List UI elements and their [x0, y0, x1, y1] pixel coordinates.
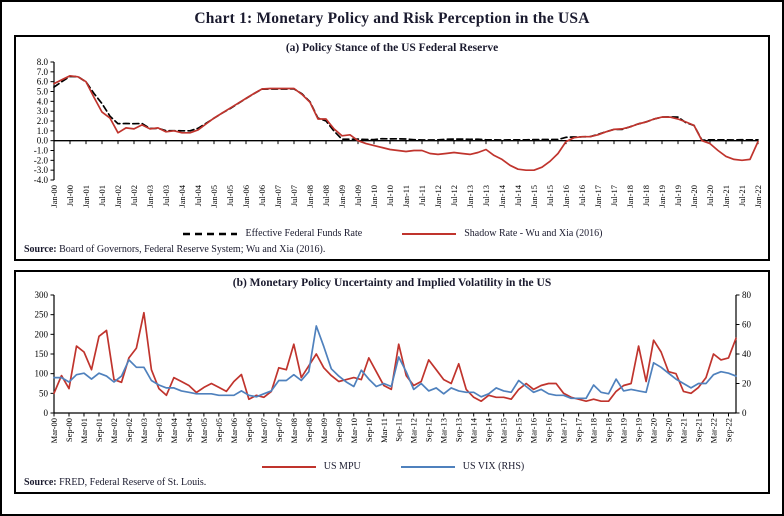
panel-a-legend — [18, 226, 766, 241]
svg-text:Mar-10: Mar-10 — [348, 418, 359, 444]
source-text: FRED, Federal Reserve of St. Louis. — [56, 477, 207, 488]
svg-text:Mar-05: Mar-05 — [198, 418, 209, 444]
svg-text:80: 80 — [742, 290, 751, 300]
svg-text:Jan-03: Jan-03 — [145, 185, 155, 208]
svg-text:Jul-02: Jul-02 — [129, 185, 139, 207]
svg-text:Jan-02: Jan-02 — [113, 185, 123, 208]
svg-text:Sep-19: Sep-19 — [633, 418, 644, 443]
svg-text:200: 200 — [34, 329, 48, 340]
svg-text:Jul-19: Jul-19 — [673, 185, 683, 207]
svg-text:Sep-07: Sep-07 — [273, 418, 284, 443]
svg-text:Sep-10: Sep-10 — [363, 418, 374, 443]
svg-text:Sep-01: Sep-01 — [94, 418, 104, 443]
svg-text:Jan-17: Jan-17 — [593, 185, 603, 208]
svg-text:Jul-13: Jul-13 — [481, 185, 491, 207]
svg-text:Sep-04: Sep-04 — [183, 418, 194, 443]
svg-text:Jan-22: Jan-22 — [753, 185, 763, 208]
svg-text:Jul-17: Jul-17 — [609, 185, 619, 207]
svg-text:0: 0 — [742, 408, 747, 418]
panel-a-title: (a) Policy Stance of the US Federal Reserve — [285, 42, 499, 54]
svg-text:Jul-00: Jul-00 — [65, 185, 75, 207]
svg-text:Jul-11: Jul-11 — [417, 185, 427, 206]
svg-text:60: 60 — [742, 319, 751, 330]
panel-b-legend — [18, 459, 766, 474]
svg-text:Jul-12: Jul-12 — [449, 185, 459, 207]
svg-text:Jul-20: Jul-20 — [705, 185, 715, 207]
svg-text:Sep-22: Sep-22 — [723, 418, 734, 443]
svg-text:Jan-18: Jan-18 — [625, 185, 635, 208]
svg-text:Jan-10: Jan-10 — [369, 185, 379, 208]
svg-text:Sep-15: Sep-15 — [513, 418, 524, 443]
svg-text:Sep-13: Sep-13 — [453, 418, 464, 443]
svg-text:Jan-15: Jan-15 — [529, 185, 539, 208]
red-line-sample — [400, 230, 458, 238]
svg-text:Mar-16: Mar-16 — [528, 418, 539, 444]
svg-text:Mar-13: Mar-13 — [438, 418, 449, 444]
svg-text:Sep-21: Sep-21 — [693, 418, 704, 443]
legend-label-effr: Effective Federal Funds Rate — [245, 228, 363, 239]
svg-text:Jan-01: Jan-01 — [81, 185, 91, 208]
svg-text:Sep-09: Sep-09 — [333, 418, 344, 443]
svg-text:Mar-09: Mar-09 — [318, 418, 329, 444]
svg-text:Sep-18: Sep-18 — [603, 418, 614, 443]
svg-text:150: 150 — [34, 349, 48, 359]
svg-text:Sep-20: Sep-20 — [663, 418, 674, 443]
svg-text:5.0: 5.0 — [36, 86, 48, 97]
svg-text:Jul-16: Jul-16 — [577, 185, 587, 207]
svg-text:Sep-03: Sep-03 — [153, 418, 164, 443]
legend-label-vix: US VIX (RHS) — [462, 461, 525, 472]
svg-text:Mar-03: Mar-03 — [138, 418, 149, 444]
panel-a-chart — [18, 54, 766, 228]
svg-text:Mar-12: Mar-12 — [408, 418, 419, 444]
svg-text:40: 40 — [742, 349, 751, 359]
panel-b-source — [18, 474, 766, 491]
svg-text:Mar-07: Mar-07 — [258, 418, 269, 444]
svg-text:Jan-06: Jan-06 — [241, 185, 251, 208]
svg-text:Jan-04: Jan-04 — [177, 185, 187, 208]
svg-text:20: 20 — [742, 378, 751, 389]
svg-text:Sep-11: Sep-11 — [393, 418, 404, 442]
svg-text:Jul-10: Jul-10 — [385, 185, 395, 207]
svg-text:-4.0: -4.0 — [33, 175, 48, 185]
source-text: Board of Governors, Federal Reserve System; Wu and Xia (2016). — [56, 244, 326, 255]
svg-text:Jul-05: Jul-05 — [225, 185, 235, 207]
svg-text:Sep-16: Sep-16 — [543, 418, 554, 443]
svg-text:Jul-03: Jul-03 — [161, 185, 171, 207]
svg-text:Jul-09: Jul-09 — [353, 185, 363, 207]
panel-a-source — [18, 241, 766, 258]
svg-text:-3.0: -3.0 — [33, 165, 48, 176]
legend-label-shadow-rate: Shadow Rate - Wu and Xia (2016) — [464, 228, 603, 239]
svg-text:Jan-09: Jan-09 — [337, 185, 347, 208]
svg-text:Jul-07: Jul-07 — [289, 185, 299, 207]
source-label: Source: — [24, 477, 57, 488]
svg-text:Mar-00: Mar-00 — [49, 418, 59, 444]
panel-b — [14, 270, 770, 494]
svg-text:Sep-05: Sep-05 — [213, 418, 224, 443]
svg-text:Sep-17: Sep-17 — [573, 418, 584, 443]
svg-text:-2.0: -2.0 — [33, 155, 48, 166]
svg-text:8.0: 8.0 — [36, 57, 48, 67]
svg-text:Jul-14: Jul-14 — [513, 185, 523, 207]
legend-item-mpu — [260, 461, 361, 472]
svg-text:Jul-01: Jul-01 — [97, 185, 107, 207]
svg-text:7.0: 7.0 — [36, 66, 48, 77]
svg-text:Jan-07: Jan-07 — [273, 185, 283, 208]
svg-text:6.0: 6.0 — [36, 76, 48, 87]
dashed-line-sample — [181, 230, 239, 238]
svg-text:Sep-08: Sep-08 — [303, 418, 314, 443]
svg-text:Mar-04: Mar-04 — [168, 418, 179, 444]
svg-text:300: 300 — [34, 290, 48, 300]
svg-text:100: 100 — [34, 368, 48, 379]
svg-text:1.0: 1.0 — [36, 125, 48, 136]
legend-item-shadow-rate — [400, 228, 602, 239]
svg-text:Mar-22: Mar-22 — [708, 418, 719, 444]
svg-text:Mar-18: Mar-18 — [588, 418, 599, 444]
svg-text:Jan-13: Jan-13 — [465, 185, 475, 208]
svg-text:Jan-11: Jan-11 — [401, 185, 411, 208]
svg-text:Jan-05: Jan-05 — [209, 185, 219, 208]
svg-text:Mar-01: Mar-01 — [79, 418, 89, 444]
svg-text:Jan-16: Jan-16 — [561, 185, 571, 208]
svg-text:4.0: 4.0 — [36, 96, 48, 107]
svg-text:Jul-06: Jul-06 — [257, 185, 267, 207]
svg-text:3.0: 3.0 — [36, 106, 48, 117]
legend-item-vix — [399, 461, 525, 472]
svg-text:Jul-08: Jul-08 — [321, 185, 331, 207]
blue-line-sample — [399, 463, 457, 471]
svg-text:Mar-17: Mar-17 — [558, 418, 569, 444]
svg-text:Jul-15: Jul-15 — [545, 185, 555, 207]
svg-text:Mar-11: Mar-11 — [378, 418, 389, 444]
svg-text:Jan-20: Jan-20 — [689, 185, 699, 208]
svg-text:Sep-02: Sep-02 — [123, 418, 134, 443]
svg-text:Jul-21: Jul-21 — [737, 185, 747, 207]
svg-text:250: 250 — [34, 309, 48, 320]
svg-text:Jan-08: Jan-08 — [305, 185, 315, 208]
svg-text:Mar-08: Mar-08 — [288, 418, 299, 444]
svg-text:2.0: 2.0 — [36, 116, 48, 126]
svg-text:0.0: 0.0 — [36, 135, 48, 146]
svg-text:Sep-00: Sep-00 — [64, 418, 74, 443]
svg-text:50: 50 — [39, 388, 48, 399]
svg-text:0: 0 — [43, 408, 48, 418]
svg-text:-1.0: -1.0 — [33, 145, 48, 156]
legend-item-effr — [181, 228, 362, 239]
svg-text:Jul-04: Jul-04 — [193, 185, 203, 207]
svg-text:Mar-06: Mar-06 — [228, 418, 239, 444]
page-title: Chart 1: Monetary Policy and Risk Perception in the USA — [194, 10, 590, 27]
svg-text:Mar-19: Mar-19 — [618, 418, 629, 444]
svg-text:Sep-14: Sep-14 — [483, 418, 494, 443]
legend-label-mpu: US MPU — [323, 461, 361, 472]
red-line-sample — [260, 463, 318, 471]
svg-text:Jan-21: Jan-21 — [721, 185, 731, 208]
svg-text:Mar-21: Mar-21 — [678, 418, 689, 444]
svg-text:Jul-18: Jul-18 — [641, 185, 651, 207]
svg-text:Sep-06: Sep-06 — [243, 418, 254, 443]
svg-text:Jan-00: Jan-00 — [49, 185, 59, 208]
panel-b-chart — [18, 289, 766, 461]
svg-text:Sep-12: Sep-12 — [423, 418, 434, 443]
svg-text:Mar-15: Mar-15 — [498, 418, 509, 444]
panel-b-title: (b) Monetary Policy Uncertainty and Implied Volatility in the US — [232, 277, 552, 289]
svg-text:Jan-12: Jan-12 — [433, 185, 443, 208]
svg-text:Jan-14: Jan-14 — [497, 185, 507, 208]
source-label: Source: — [24, 244, 57, 255]
svg-text:Mar-20: Mar-20 — [648, 418, 659, 444]
svg-text:Mar-14: Mar-14 — [468, 418, 479, 444]
panel-a — [14, 35, 770, 261]
svg-text:Mar-02: Mar-02 — [109, 418, 119, 444]
svg-text:Jan-19: Jan-19 — [657, 185, 667, 208]
